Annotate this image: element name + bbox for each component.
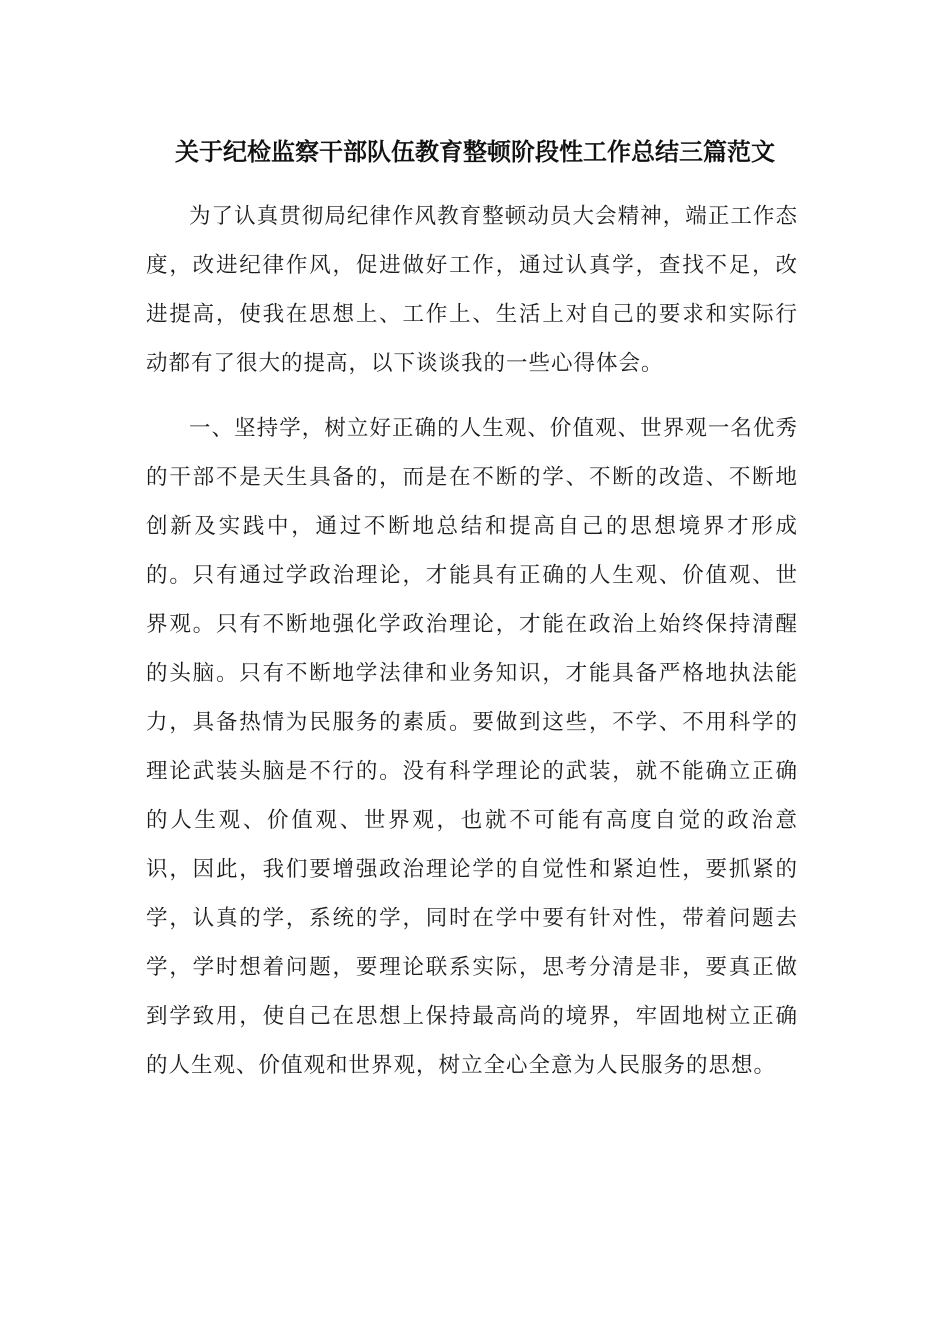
body-paragraph-section-one: 一、坚持学，树立好正确的人生观、价值观、世界观一名优秀的干部不是天生具备的，而是在不断的学、不断的改造、不断地创新及实践中，通过不断地总结和提高自己的思想境界才形成的。只有通过学政治理论，才能具有正确的人生观、价值观、世界观。只有不断地强化学政治理论，才能在政治上始终保持清醒的头脑。只有不断地学法律和业务知识，才能具备严格地执法能力，具备热情为民服务的素质。要做到这些，不学、不用科学的理论武装头脑是不行的。没有科学理论的武装，就不能确立正确的人生观、价值观、世界观，也就不可能有高度自觉的政治意识，因此，我们要增强政治理论学的自觉性和紧迫性，要抓紧的学，认真的学，系统的学，同时在学中要有针对性，带着问题去学，学时想着问题，要理论联系实际，思考分清是非，要真正做到学致用，使自己在思想上保持最高尚的境界，牢固地树立正确的人生观、价值观和世界观，树立全心全意为人民服务的思想。 — [146, 416, 798, 1078]
document-title: 关于纪检监察干部队伍教育整顿阶段性工作总结三篇范文 — [175, 138, 775, 166]
body-paragraph-intro: 为了认真贯彻局纪律作风教育整顿动员大会精神，端正工作态度，改进纪律作风，促进做好工作，通过认真学，查找不足，改进提高，使我在思想上、工作上、生活上对自己的要求和实际行动都有了很大的提高，以下谈谈我的一些心得体会。 — [146, 204, 798, 376]
